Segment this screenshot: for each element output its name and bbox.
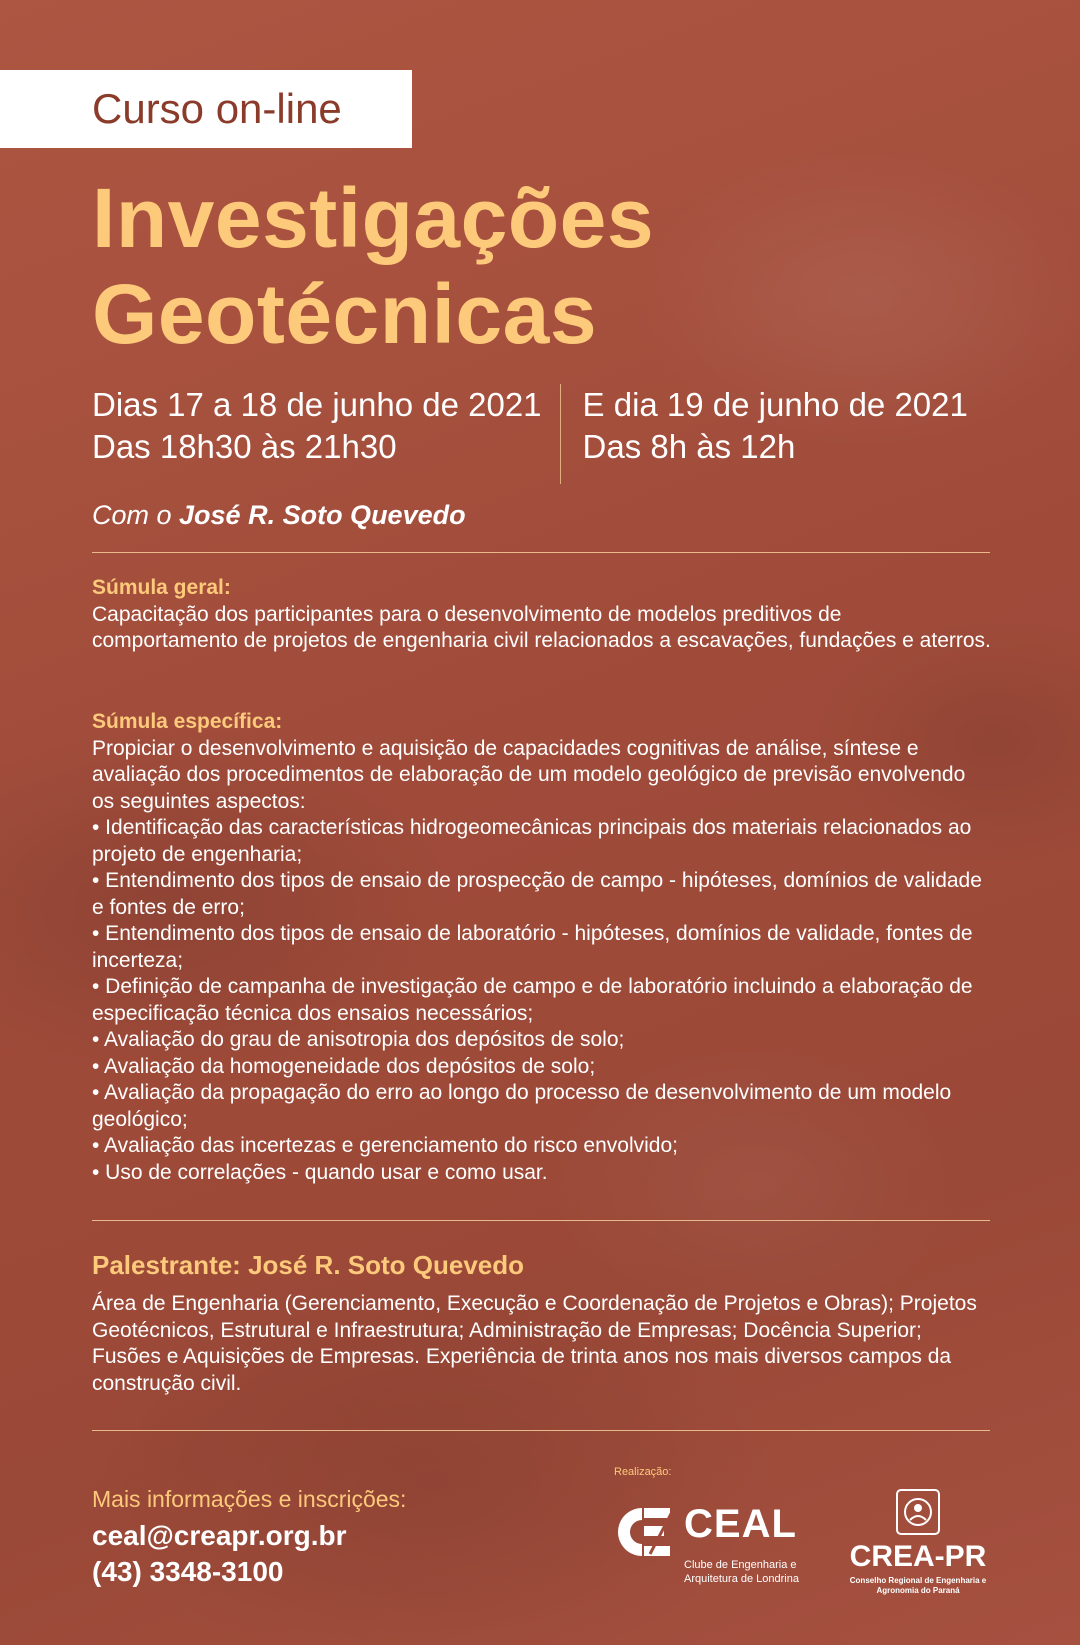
schedule-weekday-dates: Dias 17 a 18 de junho de 2021 — [92, 386, 542, 423]
course-title-line-2: Geotécnicas — [92, 267, 598, 361]
schedule-saturday-hours: Das 8h às 12h — [582, 428, 796, 465]
sumula-especifica-section — [92, 709, 992, 1186]
schedule-saturday — [583, 384, 968, 484]
course-type-badge: Curso on-line — [0, 70, 412, 148]
instructor-line — [92, 500, 466, 531]
contact-email[interactable]: ceal@creapr.org.br — [92, 1520, 347, 1551]
speaker-bio-section — [92, 1291, 992, 1397]
instructor-prefix: Com o — [92, 500, 180, 530]
list-item: • Uso de correlações - quando usar e como usar. — [92, 1160, 548, 1184]
list-item: • Avaliação do grau de anisotropia dos depósitos de solo; — [92, 1028, 625, 1051]
divider-middle — [92, 1220, 990, 1221]
ceal-logo — [614, 1500, 799, 1590]
schedule — [92, 384, 992, 484]
course-title-line-1: Investigações — [92, 171, 655, 265]
schedule-saturday-date: E dia 19 de junho de 2021 — [582, 386, 968, 423]
divider-bottom — [92, 1430, 990, 1431]
contact-label: Mais informações e inscrições: — [92, 1486, 407, 1512]
sumula-especifica-intro: Propiciar o desenvolvimento e aquisição de capacidades cognitivas de análise, síntese e avaliação dos procedimentos de elaboração de um modelo geológico de previsão envolvendo os seguintes aspectos: — [92, 736, 966, 813]
sumula-geral-text: Capacitação dos participantes para o desenvolvimento de modelos preditivos de comportamento de projetos de engenharia civil relacionados a escavações, fundações e aterros. — [92, 602, 991, 652]
sumula-especifica-heading: Súmula específica: — [92, 710, 283, 733]
schedule-divider — [560, 384, 561, 484]
ceal-emblem-icon — [614, 1504, 676, 1560]
speaker-heading: Palestrante: José R. Soto Quevedo — [92, 1250, 525, 1280]
contact-info — [92, 1518, 347, 1590]
ceal-subtitle: Clube de Engenharia e Arquitetura de Londrina — [684, 1559, 799, 1585]
divider-top — [92, 552, 990, 553]
speaker-bio: Área de Engenharia (Gerenciamento, Execução e Coordenação de Projetos e Obras); Projetos Geotécnicos, Estrutural e Infraestrutura; Administração de Empresas; Docência Superior; Fusões e Aquisições de Empresas. Experiência de trinta anos nos mais diversos campos da construção civil. — [92, 1292, 977, 1395]
list-item: • Avaliação das incertezas e gerenciamento do risco envolvido; — [92, 1134, 678, 1157]
organizers-label: Realização: — [614, 1466, 672, 1478]
list-item: • Avaliação da homogeneidade dos depósitos de solo; — [92, 1054, 596, 1078]
list-item: • Definição de campanha de investigação de campo e de laboratório incluindo a elaboração de especificação técnica dos ensaios necessários; — [92, 975, 973, 1025]
list-item: • Identificação das características hidrogeomecânicas principais dos materiais relacionados ao projeto de engenharia; — [92, 816, 972, 866]
list-item: • Avaliação da propagação do erro ao longo do processo de desenvolvimento de um modelo geológico; — [92, 1081, 952, 1131]
crea-name: CREA-PR — [849, 1540, 987, 1573]
list-item: • Entendimento dos tipos de ensaio de laboratório - hipóteses, domínios de validade, fontes de incerteza; — [92, 922, 973, 972]
instructor-name: José R. Soto Quevedo — [179, 500, 466, 530]
sumula-geral-heading: Súmula geral: — [92, 576, 231, 599]
sumula-geral-section — [92, 575, 992, 655]
schedule-weekday — [92, 384, 542, 484]
contact-phone[interactable]: (43) 3348-3100 — [92, 1556, 284, 1587]
list-item: • Entendimento dos tipos de ensaio de prospecção de campo - hipóteses, domínios de validade e fontes de erro; — [92, 869, 982, 919]
ceal-name: CEAL — [684, 1502, 797, 1546]
course-title — [92, 170, 654, 362]
crea-logo — [838, 1488, 998, 1598]
crea-subtitle: Conselho Regional de Engenharia e Agronomia do Paraná — [849, 1576, 987, 1595]
schedule-weekday-hours: Das 18h30 às 21h30 — [92, 428, 397, 465]
crea-seal-icon — [895, 1488, 941, 1536]
